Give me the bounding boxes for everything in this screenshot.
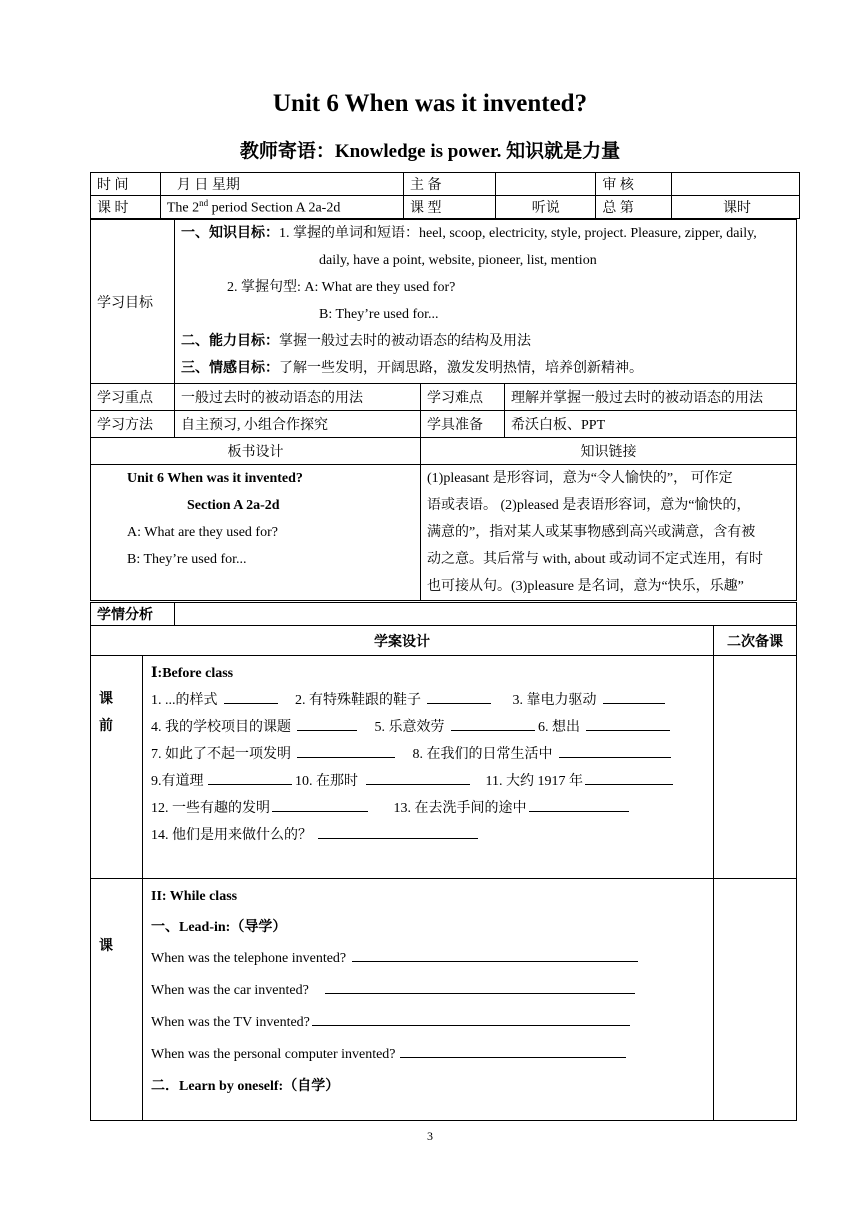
- total-value: 课时: [672, 196, 800, 219]
- period-label: 课 时: [91, 196, 161, 219]
- review-label: 审 核: [596, 173, 672, 196]
- total-label: 总 第: [596, 196, 672, 219]
- board-design-label: 板书设计: [91, 438, 421, 465]
- analysis-table: [90, 602, 797, 626]
- key-point-label: 学习重点: [91, 384, 175, 411]
- objectives-label: 学习目标: [91, 220, 175, 384]
- board-design-content: Unit 6 When was it invented? Section A 2a-2d A: What are they used for? B: They’re used for...: [91, 465, 421, 601]
- page-title: Unit 6 When was it invented?: [272, 90, 588, 117]
- method-label: 学习方法: [91, 411, 175, 438]
- design-table: [90, 625, 797, 1121]
- header-table: [90, 172, 800, 219]
- lead-value: [496, 173, 596, 196]
- teacher-motto: 教师寄语：Knowledge is power. 知识就是力量: [239, 141, 621, 162]
- while-class-side-label: 课: [91, 879, 143, 1121]
- difficulty-label: 学习难点: [421, 384, 505, 411]
- type-value: 听说: [496, 196, 596, 219]
- tools-label: 学具准备: [421, 411, 505, 438]
- key-point-value: 一般过去时的被动语态的用法: [175, 384, 421, 411]
- difficulty-value: 理解并掌握一般过去时的被动语态的用法: [505, 384, 797, 411]
- knowledge-link-content: (1)pleasant 是形容词，意为“令人愉快的”， 可作定 语或表语。 (2)pleased 是表语形容词，意为“愉快的， 满意的”，指对某人或某事物感到高兴或满意，含有被 动之意。其后常与 with, about 或动词不定式连用，有时 也可接从句。(3)pleasure 是名词，意为“快乐，乐趣”: [421, 465, 797, 601]
- analysis-label: 学情分析: [91, 603, 175, 626]
- plan-table: [90, 219, 797, 601]
- before-class-backup: [714, 656, 797, 879]
- time-label: 时 间: [91, 173, 161, 196]
- before-class-side-label: 课 前: [91, 656, 143, 879]
- page-number: 3: [427, 1129, 433, 1143]
- type-label: 课 型: [403, 196, 495, 219]
- while-class-content: II: While class 一、Lead-in:（导学） When was the telephone invented? When was the car invented? When was the TV invented? When was the personal computer invented? 二．Learn by oneself:（自学）: [143, 879, 714, 1121]
- time-value: 月 日 星期: [160, 173, 403, 196]
- design-label: 学案设计: [91, 626, 714, 656]
- analysis-value: [175, 603, 797, 626]
- lead-label: 主 备: [403, 173, 495, 196]
- method-value: 自主预习, 小组合作探究: [175, 411, 421, 438]
- objectives-content: 一、知识目标：1. 掌握的单词和短语：heel, scoop, electricity, style, project. Pleasure, zipper, daily, daily, have a point, website, pioneer, list, mention 2. 掌握句型: A: What are they used for? B: They’re used for... 二、能力目标：掌握一般过去时的被动语态的结构及用法 三、情感目标：了解一些发明，开阔思路，激发发明热情，培养创新精神。: [175, 220, 797, 384]
- tools-value: 希沃白板、PPT: [505, 411, 797, 438]
- review-value: [672, 173, 800, 196]
- period-value: The 2nd period Section A 2a-2d: [160, 196, 403, 219]
- backup-label: 二次备课: [714, 626, 797, 656]
- before-class-content: Ⅰ:Before class 1. ...的样式 2. 有特殊鞋跟的鞋子 3. 靠电力驱动 4. 我的学校项目的课题 5. 乐意效劳 6. 想出 7. 如此了不起一项发明 8. 在我们的日常生活中 9.有道理 10. 在那时 11. 大约 1917 年 12. 一些有趣的发明 13. 在去洗手间的途中 14. 他们是用来做什么的？: [143, 656, 714, 879]
- knowledge-link-label: 知识链接: [421, 438, 797, 465]
- while-class-backup: [714, 879, 797, 1121]
